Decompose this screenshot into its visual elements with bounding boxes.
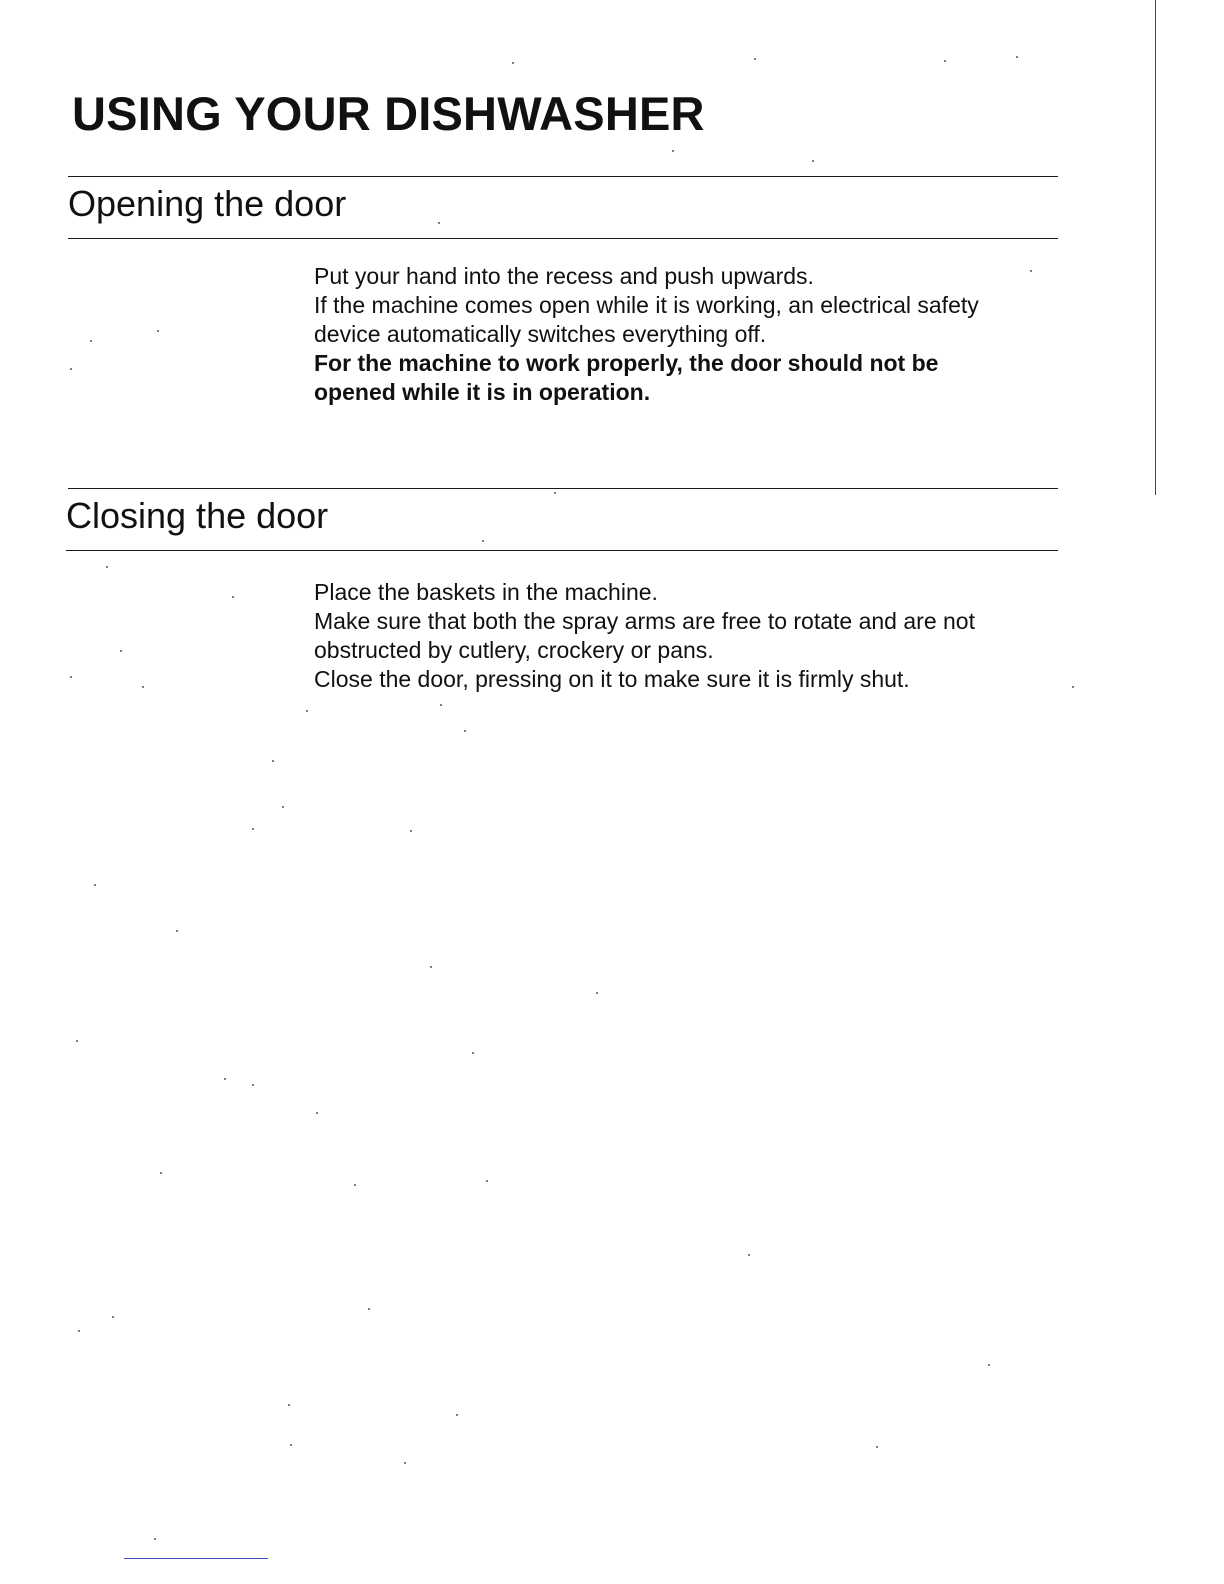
section-body-closing [314, 578, 1064, 694]
scan-edge-line [1155, 0, 1156, 495]
scan-speck [112, 1316, 114, 1318]
scan-speck [1030, 270, 1032, 272]
section-body-opening [314, 262, 1064, 407]
scan-speck [456, 1414, 458, 1416]
scan-speck [410, 830, 412, 832]
scan-speck [440, 704, 442, 706]
scan-speck [430, 966, 432, 968]
instruction-line: obstructed by cutlery, crockery or pans. [314, 637, 714, 663]
scan-speck [70, 368, 72, 370]
section-bottom-rule [66, 550, 1058, 551]
scan-speck [1072, 686, 1074, 688]
section-top-rule [68, 176, 1058, 177]
scan-speck [120, 650, 122, 652]
scan-speck [94, 884, 96, 886]
footer-rule [124, 1558, 268, 1559]
scan-speck [748, 1254, 750, 1256]
scan-speck [90, 340, 92, 342]
scan-speck [70, 676, 72, 678]
scan-speck [404, 1462, 406, 1464]
scan-speck [812, 160, 814, 162]
section-top-rule [68, 488, 1058, 489]
scan-speck [944, 60, 946, 62]
scan-speck [252, 828, 254, 830]
scan-speck [1016, 56, 1018, 58]
scan-speck [464, 730, 466, 732]
scan-speck [106, 566, 108, 568]
scan-speck [354, 1184, 356, 1186]
instruction-line: Put your hand into the recess and push upwards. [314, 263, 814, 289]
scan-speck [554, 492, 556, 494]
scan-speck [157, 330, 159, 332]
scan-speck [306, 710, 308, 712]
scan-speck [282, 806, 284, 808]
scan-speck [512, 62, 514, 64]
scan-speck [596, 992, 598, 994]
scan-speck [486, 1180, 488, 1182]
scan-speck [368, 1308, 370, 1310]
scan-speck [472, 1052, 474, 1054]
scan-speck [754, 58, 756, 60]
scan-speck [224, 1078, 226, 1080]
scan-speck [876, 1446, 878, 1448]
scan-speck [288, 1404, 290, 1406]
instruction-line: If the machine comes open while it is working, an electrical safety [314, 292, 979, 318]
instruction-line: Make sure that both the spray arms are free to rotate and are not [314, 608, 975, 634]
scan-speck [160, 1172, 162, 1174]
scan-speck [290, 1444, 292, 1446]
scan-speck [438, 222, 440, 224]
scan-speck [316, 1112, 318, 1114]
scan-speck [76, 1040, 78, 1042]
section-heading-closing: Closing the door [66, 495, 329, 536]
scan-speck [272, 760, 274, 762]
instruction-line: Place the baskets in the machine. [314, 579, 658, 605]
scan-speck [672, 150, 674, 152]
scan-speck [482, 540, 484, 542]
page-title: USING YOUR DISHWASHER [72, 87, 705, 140]
warning-line: For the machine to work properly, the door should not be [314, 350, 939, 376]
warning-line: opened while it is in operation. [314, 379, 651, 405]
section-bottom-rule [68, 238, 1058, 239]
scan-speck [142, 686, 144, 688]
scan-speck [78, 1330, 80, 1332]
scan-speck [176, 930, 178, 932]
scan-speck [232, 596, 234, 598]
instruction-line: device automatically switches everything off. [314, 321, 767, 347]
section-heading-opening: Opening the door [68, 183, 347, 224]
scan-speck [154, 1538, 156, 1540]
instruction-line: Close the door, pressing on it to make sure it is firmly shut. [314, 666, 910, 692]
scan-speck [252, 1084, 254, 1086]
scan-speck [988, 1364, 990, 1366]
